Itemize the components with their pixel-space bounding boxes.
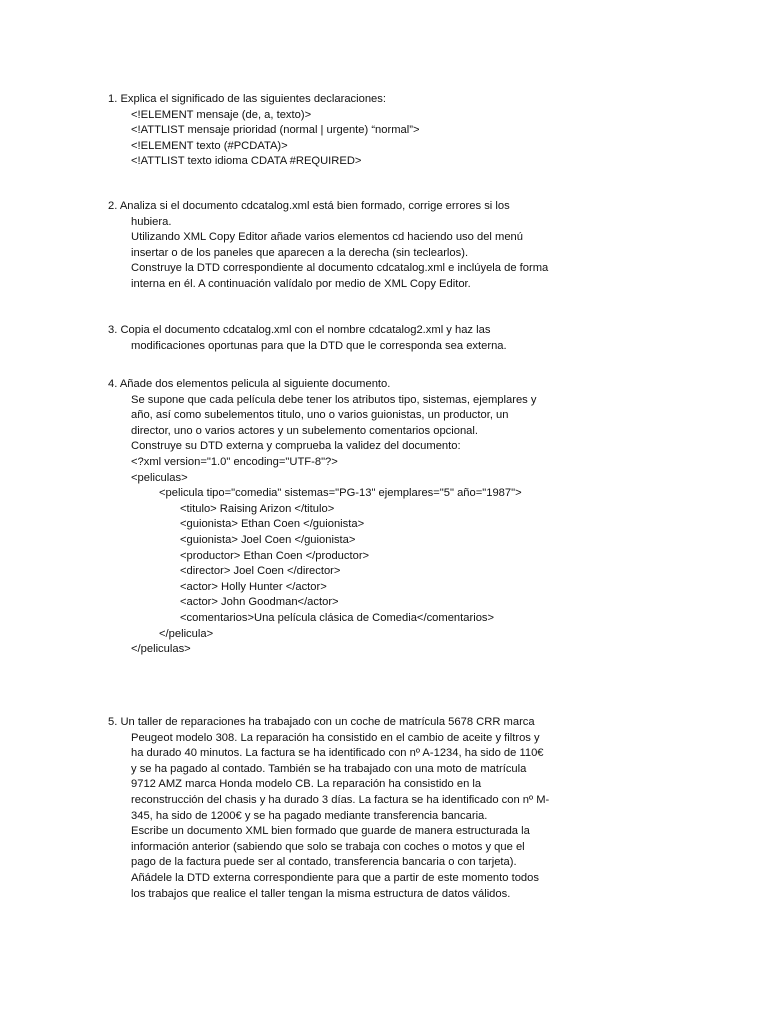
question-4-line: director, uno o varios actores y un subelemento comentarios opcional. — [131, 424, 479, 437]
question-1-line: <!ELEMENT texto (#PCDATA)> — [131, 139, 288, 152]
question-3-title: 3. Copia el documento cdcatalog.xml con el nombre cdcatalog2.xml y haz las — [108, 324, 491, 336]
question-5-line: Peugeot modelo 308. La reparación ha consistido en el cambio de aceite y filtros y — [131, 731, 540, 744]
question-5-line: y se ha pagado al contado. También se ha trabajado con una moto de matrícula — [131, 762, 527, 775]
xml-child-line: <comentarios>Una película clásica de Comedia</comentarios> — [180, 611, 495, 624]
question-2 — [108, 199, 598, 293]
question-5-line: reconstrucción del chasis y ha durado 3 días. La factura se ha identificado con nº M- — [131, 793, 550, 806]
question-5-line: Añádele la DTD externa correspondiente para que a partir de este momento todos — [131, 871, 539, 884]
xml-child-line: <guionista> Ethan Coen </guionista> — [180, 518, 365, 531]
question-1-line: <!ATTLIST texto idioma CDATA #REQUIRED> — [131, 155, 362, 168]
question-4-line: año, así como subelementos titulo, uno o varios guionistas, un productor, un — [131, 409, 509, 422]
question-1-line: <!ELEMENT mensaje (de, a, texto)> — [131, 108, 312, 121]
question-5-line: los trabajos que realice el taller tengan la misma estructura de datos válidos. — [131, 887, 511, 900]
question-1 — [108, 92, 598, 170]
xml-child-line: <actor> John Goodman</actor> — [180, 596, 339, 609]
question-2-line: Construye la DTD correspondiente al documento cdcatalog.xml e inclúyela de forma — [131, 262, 549, 275]
question-4 — [108, 377, 598, 658]
question-5-line: pago de la factura puede ser al contado, transferencia bancaria o con tarjeta). — [131, 856, 517, 869]
question-5-line: 345, ha sido de 1200€ y se ha pagado mediante transferencia bancaria. — [131, 809, 488, 822]
question-4-title: 4. Añade dos elementos pelicula al siguiente documento. — [108, 378, 391, 390]
question-3 — [108, 323, 598, 354]
xml-child-line: <guionista> Joel Coen </guionista> — [180, 533, 356, 546]
xml-child-line: <titulo> Raising Arizon </titulo> — [180, 502, 335, 515]
question-2-line: insertar o de los paneles que aparecen a la derecha (sin teclearlos). — [131, 246, 469, 259]
question-4-line: Se supone que cada película debe tener los atributos tipo, sistemas, ejemplares y — [131, 393, 537, 406]
question-2-line: Utilizando XML Copy Editor añade varios elementos cd haciendo uso del menú — [131, 231, 523, 244]
question-2-line: interna en él. A continuación valídalo por medio de XML Copy Editor. — [131, 277, 471, 290]
question-1-line: <!ATTLIST mensaje prioridad (normal | urgente) “normal”> — [131, 124, 420, 137]
question-2-title: 2. Analiza si el documento cdcatalog.xml está bien formado, corrige errores si los — [108, 200, 510, 212]
question-5-title: 5. Un taller de reparaciones ha trabajado con un coche de matrícula 5678 CRR marca — [108, 716, 535, 728]
question-3-line: modificaciones oportunas para que la DTD que le corresponda sea externa. — [131, 339, 507, 352]
xml-child-line: <director> Joel Coen </director> — [180, 565, 341, 578]
xml-pelicula-open: <pelicula tipo="comedia" sistemas="PG-13" ejemplares="5" año="1987"> — [159, 487, 522, 500]
question-5 — [108, 715, 598, 902]
question-5-line: información anterior (sabiendo que solo se trabaja con coches o motos y que el — [131, 840, 525, 853]
xml-declaration: <?xml version="1.0" encoding="UTF-8"?> — [131, 455, 338, 468]
xml-pelicula-close: </pelicula> — [159, 627, 214, 640]
question-5-line: 9712 AMZ marca Honda modelo CB. La reparación ha consistido en la — [131, 778, 482, 791]
xml-peliculas-open: <peliculas> — [131, 471, 188, 484]
xml-peliculas-close: </peliculas> — [131, 643, 191, 656]
xml-child-line: <actor> Holly Hunter </actor> — [180, 580, 327, 593]
question-2-line: hubiera. — [131, 215, 172, 228]
xml-child-line: <productor> Ethan Coen </productor> — [180, 549, 370, 562]
question-4-line: Construye su DTD externa y comprueba la validez del documento: — [131, 440, 461, 453]
question-5-line: ha durado 40 minutos. La factura se ha identificado con nº A-1234, ha sido de 110€ — [131, 747, 544, 760]
question-1-title: 1. Explica el significado de las siguientes declaraciones: — [108, 93, 386, 105]
question-5-line: Escribe un documento XML bien formado que guarde de manera estructurada la — [131, 825, 530, 838]
